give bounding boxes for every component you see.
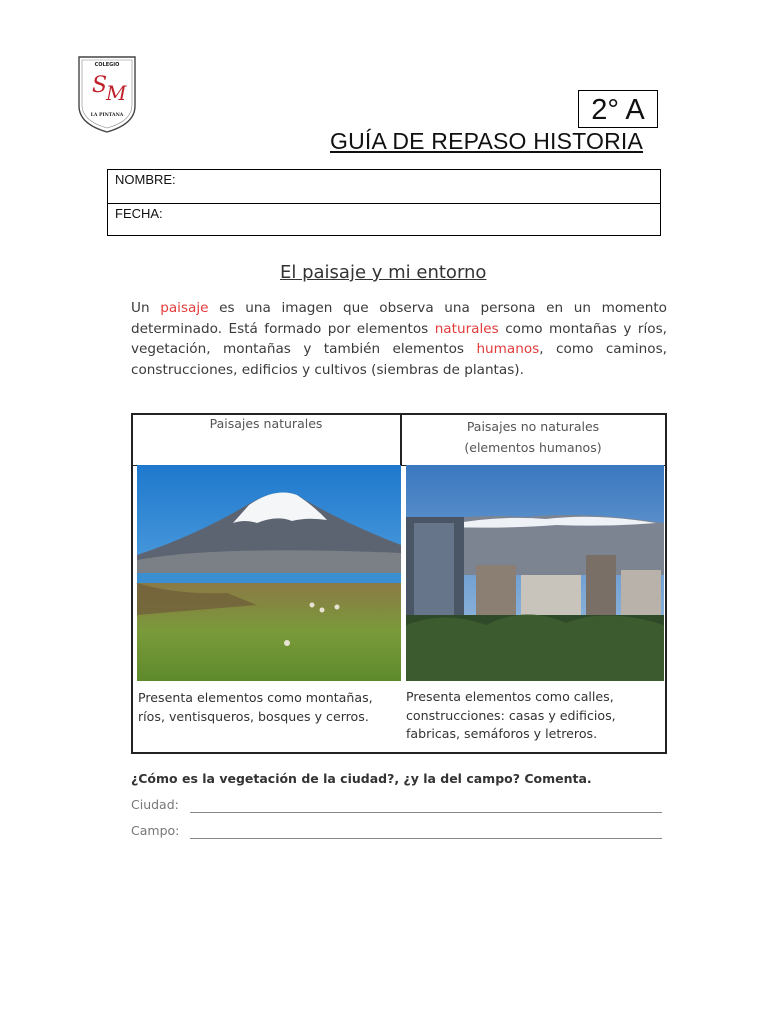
svg-text:S: S xyxy=(92,73,108,98)
document-title: GUÍA DE REPASO HISTORIA xyxy=(330,128,644,154)
section-heading: El paisaje y mi entorno xyxy=(280,262,487,283)
natural-landscape-photo xyxy=(137,465,401,681)
keyword-naturales: naturales xyxy=(434,320,499,337)
urban-description: Presenta elementos como calles, construcciones: casas y edificios, fabricas, semáforos y letreros. xyxy=(406,689,616,741)
name-label: NOMBRE: xyxy=(115,172,176,187)
intro-text-4: , como caminos, construcciones, edificios y cultivos (siembras de plantas). xyxy=(131,341,667,378)
intro-text-1: Un xyxy=(131,300,161,316)
svg-text:M: M xyxy=(106,81,127,105)
field-answer-label: Campo: xyxy=(131,823,180,838)
grade-box: 2° A xyxy=(578,90,658,128)
natural-description: Presenta elementos como montañas, ríos, ventisqueros, bosques y cerros. xyxy=(138,690,373,724)
city-answer-line[interactable] xyxy=(190,812,662,813)
school-crest-logo xyxy=(76,54,138,134)
urban-landscape-photo xyxy=(406,465,664,681)
keyword-paisaje: paisaje xyxy=(160,300,209,316)
intro-paragraph xyxy=(131,298,667,380)
question-text: ¿Cómo es la vegetación de la ciudad?, ¿y la del campo? Comenta. xyxy=(131,771,592,786)
urban-header-line1: Paisajes no naturales xyxy=(466,419,600,434)
field-answer-line[interactable] xyxy=(190,838,662,839)
date-label: FECHA: xyxy=(115,206,163,221)
natural-column-header: Paisajes naturales xyxy=(209,416,323,431)
student-info-table xyxy=(107,169,661,236)
svg-text:LA PINTANA: LA PINTANA xyxy=(90,113,124,118)
svg-text:COLEGIO: COLEGIO xyxy=(94,62,120,68)
keyword-humanos: humanos xyxy=(476,341,540,357)
date-row xyxy=(108,203,660,236)
intro-text-3: como montañas y ríos, vegetación, montañas y también elementos xyxy=(131,320,667,357)
intro-text-2: es una imagen que observa una persona en un momento determinado. Está formado por elementos xyxy=(131,300,668,337)
city-answer-label: Ciudad: xyxy=(131,797,179,812)
name-row xyxy=(108,170,660,203)
urban-column-header xyxy=(402,416,664,458)
urban-header-line2: (elementos humanos) xyxy=(464,440,602,455)
